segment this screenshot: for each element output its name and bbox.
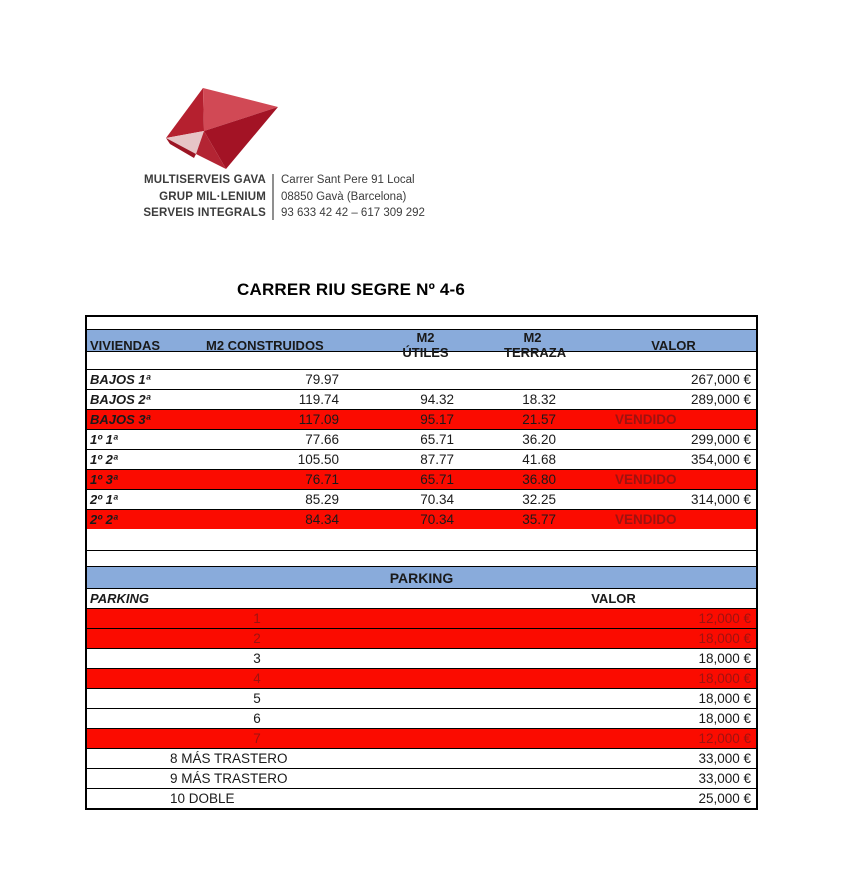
empty-row <box>87 317 756 330</box>
parking-label: 10 DOBLE <box>170 791 235 806</box>
parking-label: 7 <box>253 731 261 746</box>
vivienda-m2-terraza: 35.77 <box>522 512 556 527</box>
vivienda-m2-utiles: 95.17 <box>420 412 454 427</box>
logo-divider-line <box>272 174 274 220</box>
parking-row <box>87 749 756 769</box>
vivienda-valor: VENDIDO <box>615 412 677 427</box>
vivienda-label: 2º 2ª <box>90 512 118 527</box>
vivienda-m2-utiles: 65.71 <box>420 432 454 447</box>
page-title: CARRER RIU SEGRE Nº 4-6 <box>237 280 466 299</box>
vivienda-valor: 267,000 € <box>690 372 751 387</box>
parking-label: 4 <box>253 671 261 686</box>
parking-row <box>87 649 756 669</box>
vivienda-row <box>87 410 756 430</box>
vivienda-label: 1º 3ª <box>90 472 118 487</box>
price-table <box>85 315 758 810</box>
parking-row <box>87 729 756 749</box>
vivienda-m2-construidos: 77.66 <box>305 432 339 447</box>
vivienda-m2-construidos: 76.71 <box>305 472 339 487</box>
vivienda-label: BAJOS 1ª <box>90 372 151 387</box>
vivienda-m2-construidos: 85.29 <box>305 492 339 507</box>
vivienda-row <box>87 370 756 390</box>
parking-row <box>87 769 756 789</box>
vivienda-m2-construidos: 105.50 <box>297 452 339 467</box>
parking-rows <box>87 609 756 808</box>
vivienda-row <box>87 470 756 490</box>
parking-section-band <box>87 567 756 589</box>
parking-row <box>87 669 756 689</box>
vivienda-valor: 299,000 € <box>690 432 751 447</box>
vivienda-m2-terraza: 36.80 <box>522 472 556 487</box>
address-line-street: Carrer Sant Pere 91 Local <box>281 174 415 186</box>
company-line-2: GRUP MIL·LENIUM <box>159 190 266 203</box>
parking-label: 9 MÁS TRASTERO <box>170 771 288 786</box>
vivienda-valor: 289,000 € <box>690 392 751 407</box>
parking-valor: 25,000 € <box>698 791 751 806</box>
parking-valor: 18,000 € <box>698 631 751 646</box>
vivienda-m2-construidos: 117.09 <box>298 412 339 427</box>
vivienda-m2-terraza: 21.57 <box>522 412 556 427</box>
parking-row <box>87 789 756 808</box>
vivienda-row <box>87 490 756 510</box>
vivienda-label: BAJOS 2ª <box>90 392 151 407</box>
vivienda-valor: 354,000 € <box>690 452 751 467</box>
parking-row <box>87 689 756 709</box>
vivienda-m2-utiles: 94.32 <box>420 392 454 407</box>
vivienda-m2-utiles: 87.77 <box>420 452 454 467</box>
parking-header-valor: VALOR <box>591 591 636 606</box>
parking-valor: 33,000 € <box>698 771 751 786</box>
vivienda-label: 1º 2ª <box>90 452 118 467</box>
parking-label: 8 MÁS TRASTERO <box>170 751 288 766</box>
vivienda-valor: 314,000 € <box>690 492 751 507</box>
address-line-city: 08850 Gavà (Barcelona) <box>281 190 407 203</box>
vivienda-m2-construidos: 79.97 <box>305 372 339 387</box>
vivienda-m2-construidos: 119.74 <box>298 392 339 407</box>
parking-label: 5 <box>253 691 261 706</box>
parking-valor: 18,000 € <box>698 691 751 706</box>
vivienda-m2-terraza: 36.20 <box>522 432 556 447</box>
parking-valor: 18,000 € <box>698 651 751 666</box>
parking-valor: 18,000 € <box>698 671 751 686</box>
vivienda-m2-terraza: 41.68 <box>522 452 556 467</box>
vivienda-valor: VENDIDO <box>615 472 677 487</box>
parking-label: 1 <box>253 611 261 626</box>
vivienda-row <box>87 430 756 450</box>
vivienda-m2-utiles: 70.34 <box>420 512 454 527</box>
company-line-1: MULTISERVEIS GAVA <box>143 174 266 186</box>
vivienda-label: 2º 1ª <box>90 492 118 507</box>
parking-valor: 33,000 € <box>698 751 751 766</box>
header-m2-utiles: M2 ÚTILES <box>402 330 449 360</box>
parking-label: 6 <box>253 711 261 726</box>
vivienda-m2-terraza: 32.25 <box>522 492 556 507</box>
header-viviendas: VIVIENDAS <box>90 337 161 353</box>
vivienda-m2-terraza: 18.32 <box>522 392 556 407</box>
parking-header-row <box>87 589 756 609</box>
header-m2-terraza: M2 TERRAZA <box>504 330 567 360</box>
header-m2-construidos: M2 CONSTRUIDOS <box>206 337 324 353</box>
parking-valor: 12,000 € <box>698 611 751 626</box>
vivienda-row <box>87 510 756 529</box>
parking-row <box>87 609 756 629</box>
vivienda-m2-utiles: 70.34 <box>420 492 454 507</box>
parking-label: 2 <box>253 631 261 646</box>
vivienda-m2-utiles: 65.71 <box>420 472 454 487</box>
vivienda-m2-construidos: 84.34 <box>305 512 339 527</box>
company-logo-gem-icon <box>166 88 281 170</box>
empty-row <box>87 551 756 567</box>
parking-valor: 12,000 € <box>698 731 751 746</box>
parking-label: 3 <box>253 651 261 666</box>
parking-row <box>87 629 756 649</box>
empty-row <box>87 529 756 551</box>
company-address-block <box>281 172 481 222</box>
vivienda-row <box>87 450 756 470</box>
header-valor: VALOR <box>651 337 696 353</box>
company-line-3: SERVEIS INTEGRALS <box>143 207 266 219</box>
viviendas-rows <box>87 370 756 529</box>
parking-band-title: PARKING <box>389 569 454 586</box>
vivienda-label: BAJOS 3ª <box>90 412 151 427</box>
parking-header-label: PARKING <box>90 591 149 606</box>
viviendas-header-row <box>87 330 756 360</box>
vivienda-valor: VENDIDO <box>615 512 677 527</box>
vivienda-label: 1º 1ª <box>90 432 118 447</box>
address-line-phones: 93 633 42 42 – 617 309 292 <box>281 207 425 219</box>
parking-row <box>87 709 756 729</box>
company-name-block <box>130 172 266 222</box>
vivienda-row <box>87 390 756 410</box>
parking-valor: 18,000 € <box>698 711 751 726</box>
